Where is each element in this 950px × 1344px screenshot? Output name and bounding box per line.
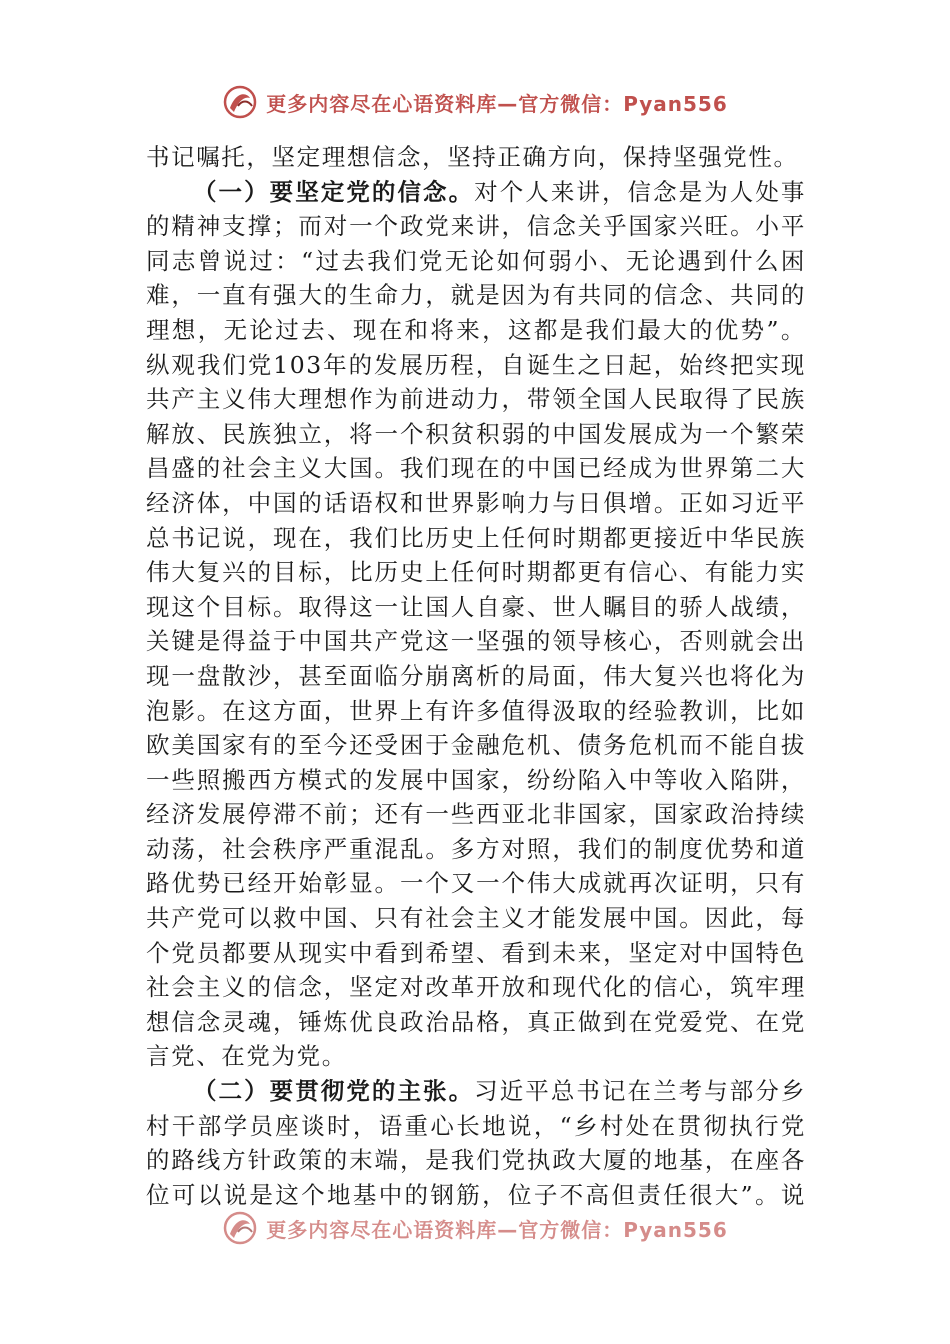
watermark-text: 更多内容尽在心语资料库—官方微信：Pyan556 [266, 1217, 728, 1242]
text-line [146, 521, 806, 556]
text-line [146, 417, 806, 452]
watermark-text: 更多内容尽在心语资料库—官方微信：Pyan556 [266, 91, 728, 116]
text-line [146, 797, 806, 832]
body-text: 对个人来讲，信念是为人处事 [474, 177, 806, 206]
text-line [146, 313, 806, 348]
text-line [146, 1039, 806, 1074]
swirl-logo-icon [222, 84, 258, 120]
body-text: 想信念灵魂，锤炼优良政治品格，真正做到在党爱党、在党 [146, 1007, 806, 1036]
text-line [146, 1109, 806, 1144]
body-text: 的精神支撑；而对一个政党来讲，信念关乎国家兴旺。小平 [146, 212, 806, 241]
body-text: 言党、在党为党。 [146, 1042, 347, 1071]
text-line [146, 901, 806, 936]
body-text: 解放、民族独立，将一个积贫积弱的中国发展成为一个繁荣 [146, 419, 806, 448]
swirl-logo-icon [222, 1210, 258, 1246]
body-text: 社会主义的信念，坚定对改革开放和现代化的信心，筑牢理 [146, 973, 806, 1002]
text-line [146, 382, 806, 417]
text-line [146, 590, 806, 625]
text-line [146, 486, 806, 521]
body-text: 关键是得益于中国共产党这一坚强的领导核心，否则就会出 [146, 627, 806, 656]
text-line [146, 451, 806, 486]
text-line [146, 348, 806, 383]
text-line [146, 175, 806, 210]
body-text: 的路线方针政策的末端，是我们党执政大厦的地基，在座各 [146, 1146, 806, 1175]
body-text: 村干部学员座谈时，语重心长地说，“乡村处在贯彻执行党 [146, 1111, 806, 1140]
text-line [146, 1005, 806, 1040]
body-text: 难，一直有强大的生命力，就是因为有共同的信念、共同的 [146, 281, 806, 310]
body-text: 共产党可以救中国、只有社会主义才能发展中国。因此，每 [146, 904, 806, 933]
body-text: 同志曾说过：“过去我们党无论如何弱小、无论遇到什么困 [146, 246, 806, 275]
section-heading: （一）要坚定党的信念。 [193, 177, 475, 206]
body-text: 伟大复兴的目标，比历史上任何时期都更有信心、有能力实 [146, 558, 806, 587]
watermark-footer [0, 1210, 950, 1246]
watermark-header [0, 84, 950, 120]
text-line [146, 555, 806, 590]
body-text: 总书记说，现在，我们比历史上任何时期都更接近中华民族 [146, 523, 806, 552]
text-line [146, 866, 806, 901]
text-line [146, 728, 806, 763]
text-line [146, 832, 806, 867]
body-text: 纵观我们党103年的发展历程，自诞生之日起，始终把实现 [146, 350, 806, 379]
body-text: 位可以说是这个地基中的钢筋，位子不高但责任很大”。说 [146, 1180, 806, 1209]
body-text: 经济发展停滞不前；还有一些西亚北非国家，国家政治持续 [146, 800, 806, 829]
text-line [146, 970, 806, 1005]
text-line [146, 659, 806, 694]
body-text: 理想，无论过去、现在和将来，这都是我们最大的优势”。 [146, 315, 806, 344]
body-text: 一些照搬西方模式的发展中国家，纷纷陷入中等收入陷阱， [146, 765, 806, 794]
text-line [146, 244, 806, 279]
body-text: 个党员都要从现实中看到希望、看到未来，坚定对中国特色 [146, 938, 806, 967]
body-text: 书记嘱托，坚定理想信念，坚持正确方向，保持坚强党性。 [146, 143, 799, 171]
text-line [146, 763, 806, 798]
section-heading: （二）要贯彻党的主张。 [193, 1077, 475, 1106]
body-text: 习近平总书记在兰考与部分乡 [474, 1077, 806, 1106]
text-line [146, 278, 806, 313]
document-body [146, 140, 806, 1212]
body-text: 现一盘散沙，甚至面临分崩离析的局面，伟大复兴也将化为 [146, 661, 806, 690]
body-text: 经济体，中国的话语权和世界影响力与日俱增。正如习近平 [146, 488, 806, 517]
body-text: 动荡，社会秩序严重混乱。多方对照，我们的制度优势和道 [146, 834, 806, 863]
text-line [146, 1143, 806, 1178]
text-line [146, 694, 806, 729]
text-line [146, 209, 806, 244]
body-text: 路优势已经开始彰显。一个又一个伟大成就再次证明，只有 [146, 869, 806, 898]
body-text: 共产主义伟大理想作为前进动力，带领全国人民取得了民族 [146, 385, 806, 414]
body-text: 欧美国家有的至今还受困于金融危机、债务危机而不能自拔 [146, 731, 806, 760]
text-line [146, 624, 806, 659]
body-text: 泡影。在这方面，世界上有许多值得汲取的经验教训，比如 [146, 696, 806, 725]
body-text: 现这个目标。取得这一让国人自豪、世人瞩目的骄人战绩， [146, 592, 806, 621]
text-line [146, 936, 806, 971]
text-line [146, 140, 806, 175]
body-text: 昌盛的社会主义大国。我们现在的中国已经成为世界第二大 [146, 454, 806, 483]
text-line [146, 1074, 806, 1109]
text-line [146, 1178, 806, 1213]
